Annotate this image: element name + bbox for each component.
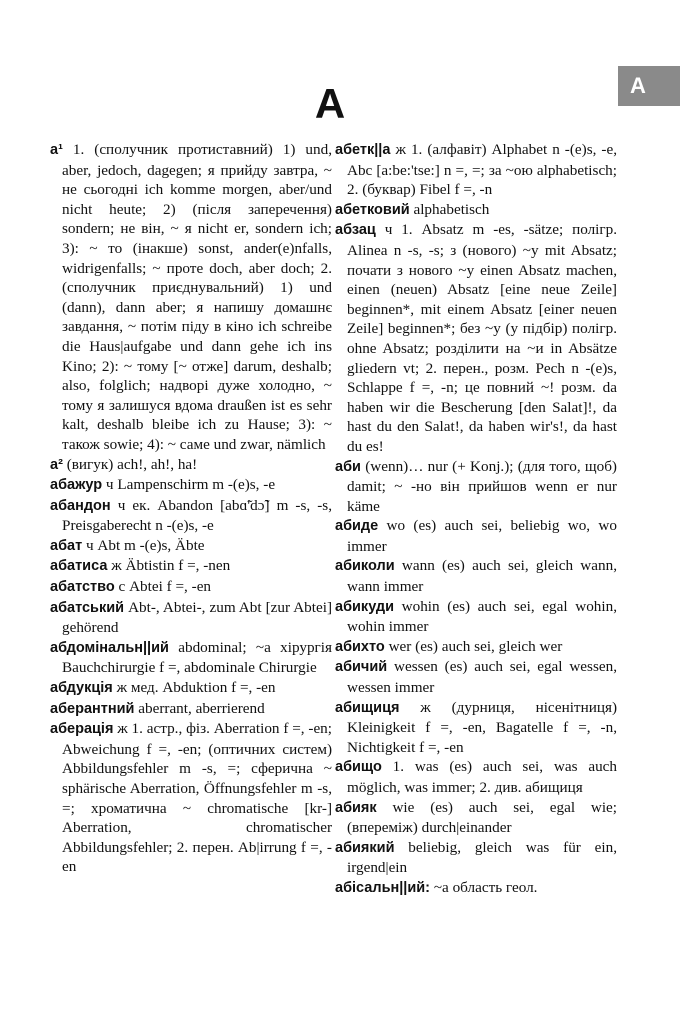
entry-text: ж 1. астр., фіз. Aberration f =, -en; Abweichung f =, -en; (оптичних систем) Abbildungsfehler m -s, =; сферична ~ sphärische Aberration, Öffnungsfehler m -s, =; хроматична ~ chromatische [kr-] Aberration, chromatischer Abbildungsfehler; 2. перен. Ab|irrung f =, -en: [62, 720, 333, 876]
entry-headword: аберація: [50, 721, 114, 738]
left-column: [50, 140, 332, 877]
dictionary-entry: [335, 878, 617, 899]
dictionary-entry: [335, 657, 617, 697]
entry-text: ч 1. Absatz m -es, -sätze; полігр. Alinea n -s, -s; з (нового) ~у mit Absatz; почати з нового ~у einen Absatz machen, einen (neuen) Absatz [eine neue Zeile] beginnen*, mit einem Absatz [einer neuen Zeile] beginnen*; без ~у (у підбір) полігр. ohne Absatz; розділити на ~и in Absätze gliedern vt; 2. перен., розм. Pech n -(e)s, Schlappe f =, -n; це повний ~! розм. da haben wir die Bescherung [den Salat]!, da hast du den Salat!, da haben wir's!, da hast du es!: [347, 221, 618, 455]
entry-headword: аберантний: [50, 700, 135, 717]
entry-headword: абзац: [335, 222, 376, 239]
dictionary-entry: [50, 719, 332, 877]
entry-headword: абищиця: [335, 699, 400, 716]
entry-text: wann (es) auch sei, gleich wann, wann immer: [347, 557, 617, 596]
entry-text: ж (дурниця, нісенітниця) Kleinigkeit f =, -en, Bagatelle f =, -n, Nichtigkeit f =, -en: [347, 698, 617, 756]
entry-headword: абиколи: [335, 558, 395, 575]
dictionary-entry: [50, 475, 332, 496]
section-letter: А: [314, 80, 346, 127]
entry-headword: аби: [335, 458, 361, 475]
entry-headword: абатство: [50, 579, 115, 596]
right-column: [335, 140, 617, 899]
dictionary-entry: [50, 577, 332, 598]
entry-text: ж 1. (алфавіт) Alphabet n -(e)s, -e, Abc [a:be:'tse:] n =, =; за ~ою alphabetisch; 2. (буквар) Fibel f =, -n: [347, 141, 618, 199]
entry-headword: абиде: [335, 518, 379, 535]
entry-text: wohin (es) auch sei, egal wohin, wohin immer: [347, 597, 617, 636]
entry-text: wie (es) auch sei, egal wie; (впереміж) durch|einander: [347, 798, 617, 837]
thumb-index-tab: A: [618, 66, 680, 106]
entry-text: ~а область геол.: [433, 878, 538, 896]
entry-headword: абетковий: [335, 201, 410, 218]
entry-text: wessen (es) auch sei, egal wessen, wessen immer: [347, 658, 617, 697]
entry-text: beliebig, gleich was für ein, irgend|ein: [347, 838, 618, 877]
entry-text: 1. (сполучник протиставний) 1) und, aber, jedoch, dagegen; я прийду завтра, ~ не сьогодні ich komme morgen, aber/und nicht heute; 2) (після заперечення) sondern; не він, ~ я nicht er, sondern ich; 3): ~ то (інакше) sonst, ander(e)nfalls, widrigenfalls; ~ проте doch, aber doch; 2. (сполучник приєднувальний) 1) und (dann), dann aber; я напишу домашнє завдання, ~ потім піду в кіно ich schreibe die Haus|aufgabe und dann gehe ich ins Kino; 2): ~ тому [~ отже] darum, deshalb; also, folglich; надворі дуже холодно, ~ тому я залишуся вдома draußen ist es sehr kalt, deshalb bleibe ich zu Hause; 3): ~ також sowie; 4): ~ саме und zwar, nämlich: [62, 141, 332, 453]
entry-text: wer (es) auch sei, gleich wer: [388, 637, 563, 655]
dictionary-entry: [335, 556, 617, 596]
entry-text: ж мед. Abduktion f =, -en: [116, 679, 276, 697]
dictionary-entry: [335, 698, 617, 758]
entry-text: ж Äbtistin f =, -nen: [111, 557, 231, 575]
dictionary-entry: [50, 140, 332, 455]
entry-headword: абандон: [50, 497, 111, 514]
dictionary-entry: [335, 220, 617, 456]
dictionary-entry: [50, 496, 332, 536]
entry-headword: абатський: [50, 599, 125, 616]
entry-text: (wenn)… nur (+ Konj.); (для того, щоб) damit; ~ -но він прийшов wenn er nur käme: [347, 457, 617, 515]
entry-text: ч Abt m -(e)s, Äbte: [85, 536, 205, 554]
dictionary-entry: [50, 699, 332, 720]
dictionary-entry: [335, 637, 617, 658]
entry-text: ч Lampenschirm m -(e)s, -e: [105, 476, 276, 494]
entry-headword: а¹: [50, 142, 63, 158]
dictionary-entry: [335, 457, 617, 517]
dictionary-entry: [50, 455, 332, 476]
dictionary-entry: [335, 516, 617, 556]
entry-headword: абдукція: [50, 680, 113, 697]
dictionary-entry: [335, 838, 617, 878]
dictionary-entry: [335, 757, 617, 797]
dictionary-entry: [335, 140, 617, 200]
entry-text: wo (es) auch sei, beliebig wo, wo immer: [347, 517, 617, 555]
entry-headword: а²: [50, 456, 63, 473]
entry-headword: абияк: [335, 799, 377, 816]
entry-headword: абихто: [335, 638, 385, 655]
entry-headword: абетк||а: [335, 142, 391, 158]
entry-headword: абатиса: [50, 558, 108, 575]
entry-headword: абиякий: [335, 839, 395, 856]
dictionary-entry: [335, 597, 617, 637]
entry-text: 1. was (es) auch sei, was auch möglich, was immer; 2. див. абищиця: [347, 758, 618, 796]
dictionary-entry: [50, 638, 332, 678]
entry-headword: абісальн||ий:: [335, 879, 431, 896]
entry-text: abdominal; ~а хірургія Bauchchirurgie f =, abdominale Chirurgie: [62, 638, 332, 677]
entry-text: (вигук) ach!, ah!, ha!: [66, 455, 198, 473]
dictionary-entry: [50, 598, 332, 638]
dictionary-entry: [335, 798, 617, 838]
entry-headword: абат: [50, 537, 83, 554]
entry-text: alphabetisch: [413, 200, 490, 218]
entry-text: Abt-, Abtei-, zum Abt [zur Abtei] gehörend: [62, 598, 332, 637]
entry-headword: абищо: [335, 759, 382, 776]
entry-headword: абажур: [50, 477, 103, 494]
entry-headword: абикуди: [335, 598, 395, 615]
dictionary-entry: [50, 678, 332, 699]
entry-text: ч ек. Abandon [abɑ̃'dɔ̃] m -s, -s, Preisgaberecht n -(e)s, -e: [62, 496, 332, 535]
entry-headword: абичий: [335, 659, 388, 676]
dictionary-entry: [50, 536, 332, 557]
entry-text: aberrant, aberrierend: [138, 699, 265, 717]
dictionary-entry: [335, 200, 617, 221]
dictionary-entry: [50, 556, 332, 577]
entry-headword: абдомінальн||ий: [50, 639, 169, 656]
entry-text: с Abtei f =, -en: [118, 578, 212, 596]
